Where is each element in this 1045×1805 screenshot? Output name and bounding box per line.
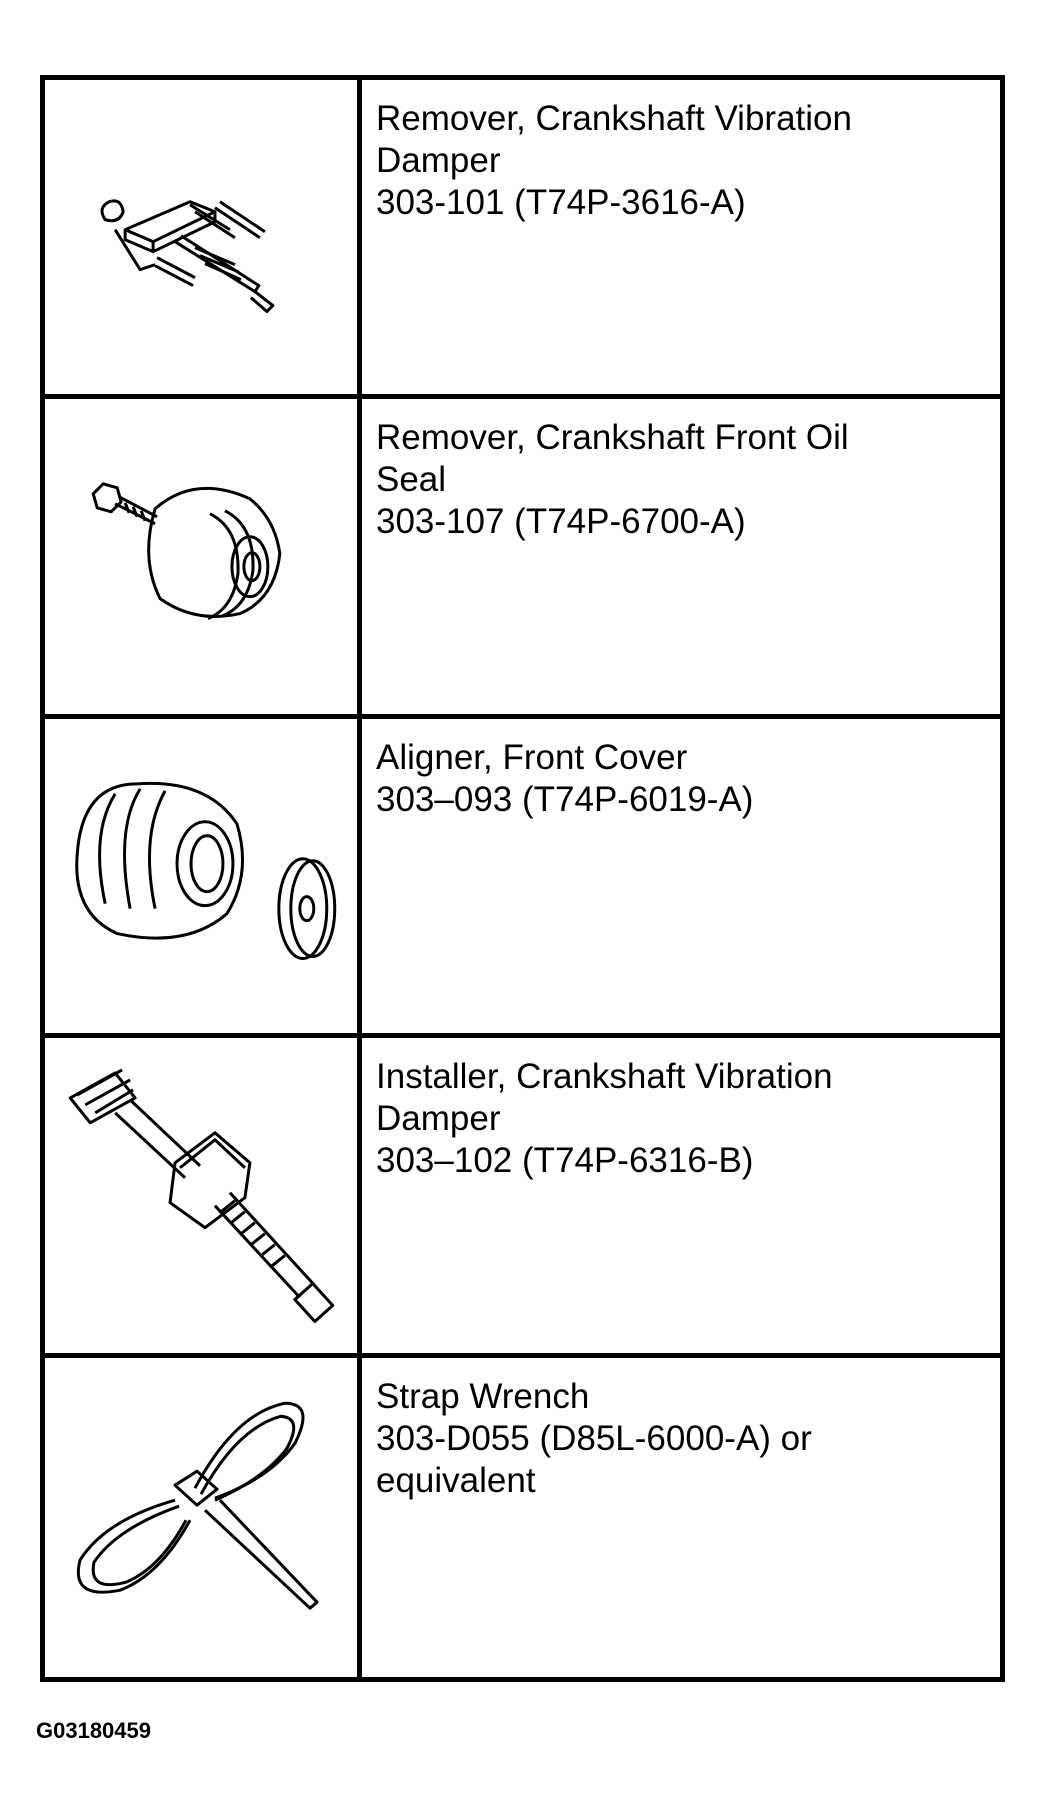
tool-illustration-cell [45, 80, 362, 399]
tool-description-cell [362, 719, 1000, 1038]
tool-description-cell [362, 399, 1000, 718]
tool-name-continued: Damper [376, 141, 501, 180]
tool-part-number: 303-D055 (D85L-6000-A) or [376, 1418, 812, 1458]
vibration-damper-installer-icon [45, 1038, 357, 1352]
tool-name: Strap Wrench [376, 1376, 590, 1416]
tool-part-number: 303-101 (T74P-3616-A) [376, 183, 746, 222]
tool-illustration-cell [45, 1358, 362, 1677]
front-oil-seal-remover-icon [45, 399, 357, 713]
tool-part-number-continued: equivalent [376, 1460, 536, 1500]
strap-wrench-icon [45, 1358, 357, 1677]
tool-illustration-cell [45, 399, 362, 718]
tool-illustration-cell [45, 1038, 362, 1357]
tool-description-cell [362, 80, 1000, 399]
tool-name-continued: Damper [376, 1099, 501, 1139]
figure-id: G03180459 [36, 1718, 151, 1743]
tool-illustration-cell [45, 719, 362, 1038]
tool-name: Installer, Crankshaft Vibration [376, 1057, 833, 1097]
tool-name: Remover, Crankshaft Front Oil [376, 418, 849, 458]
front-cover-aligner-icon [45, 719, 357, 1033]
tool-part-number: 303-107 (T74P-6700-A) [376, 502, 746, 542]
special-tools-table [40, 75, 1005, 1682]
tool-description-cell [362, 1038, 1000, 1357]
tool-part-number: 303–102 (T74P-6316-B) [376, 1141, 754, 1181]
vibration-damper-remover-icon [45, 80, 357, 394]
tool-name: Remover, Crankshaft Vibration [376, 99, 852, 138]
tool-part-number: 303–093 (T74P-6019-A) [376, 779, 754, 819]
tool-name: Aligner, Front Cover [376, 737, 688, 777]
tool-description-cell [362, 1358, 1000, 1677]
tool-name-continued: Seal [376, 460, 447, 500]
